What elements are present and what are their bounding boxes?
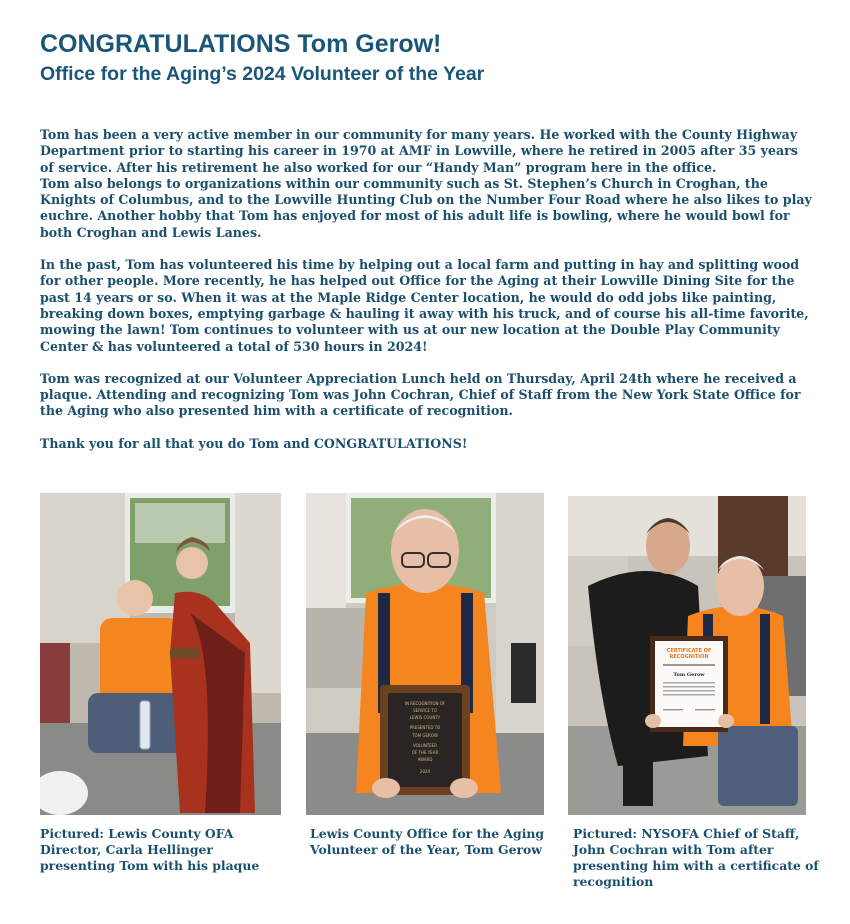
photo-tom-with-certificate [568,496,806,815]
plaque-line: SERVICE TO [413,708,437,713]
photo-director-presenting-plaque [40,493,281,815]
photo-certificate-illustration [568,496,806,815]
photo-director-illustration [40,493,281,815]
article-paragraph: Thank you for all that you do Tom and CONGRATULATIONS! [40,435,468,451]
plaque-line: TOM GEROW [412,733,438,738]
article-body [40,127,815,468]
photo-plaque-illustration [306,493,544,815]
article-paragraph: In the past, Tom has volunteered his time by helping out a local farm and putting in hay and splitting wood for other people. More recently, he has helped out Office for the Aging at their Lowville Dining Site for the past 14 years or so. When it was at the Maple Ridge Center location, he would do odd jobs like painting, breaking down boxes, emptying garbage & hauling it away with his truck, and of course his all-time favorite, mowing the lawn! Tom continues to volunteer with us at our new location at the Double Play Community Center & has volunteered a total of 530 hours in 2024! [40,257,809,354]
page-title: CONGRATULATIONS Tom Gerow! [40,30,442,58]
plaque-line: AWARD [417,757,433,762]
plaque-line: VOLUNTEER [412,743,438,748]
plaque-line: OF THE YEAR [411,750,439,755]
photo-caption: Pictured: Lewis County OFA Director, Carla Hellinger presenting Tom with his plaque [40,826,260,873]
certificate-heading: CERTIFICATE OF [666,648,712,654]
plaque-line: PRESENTED TO [409,725,441,730]
photo-caption: Pictured: NYSOFA Chief of Staff, John Cochran with Tom after presenting him with a certificate of recognition [573,826,819,889]
article-paragraph: Tom was recognized at our Volunteer Appreciation Lunch held on Thursday, April 24th where he received a plaque. Attending and recognizing Tom was John Cochran, Chief of Staff from the New York State Office for the Aging who also presented him with a certificate of recognition. [40,370,801,419]
plaque-line: 2024 [419,769,431,774]
plaque-line: IN RECOGNITION OF [404,701,446,706]
photo-caption: Lewis County Office for the Aging Volunteer of the Year, Tom Gerow [310,826,545,857]
page-subtitle: Office for the Aging’s 2024 Volunteer of the Year [40,63,485,85]
certificate-name: Tom Gerow [673,672,705,678]
article-paragraph: Tom has been a very active member in our community for many years. He worked with the County Highway Department prior to starting his career in 1970 at AMF in Lowville, where he retired in 2005 after 35 years of service. After his retirement he also worked for our “Handy Man” program here in the office. [40,127,798,175]
photo-tom-with-plaque [306,493,544,815]
certificate-heading: RECOGNITION [669,654,709,660]
plaque-line: LEWIS COUNTY [409,715,441,720]
article-paragraph: Tom also belongs to organizations within our community such as St. Stephen’s Church in Croghan, the Knights of Columbus, and to the Lowville Hunting Club on the Number Four Road where he also likes to play euchre. Another hobby that Tom has enjoyed for most of his adult life is bowling, where he would bowl for both Croghan and Lewis Lanes. [40,175,812,240]
